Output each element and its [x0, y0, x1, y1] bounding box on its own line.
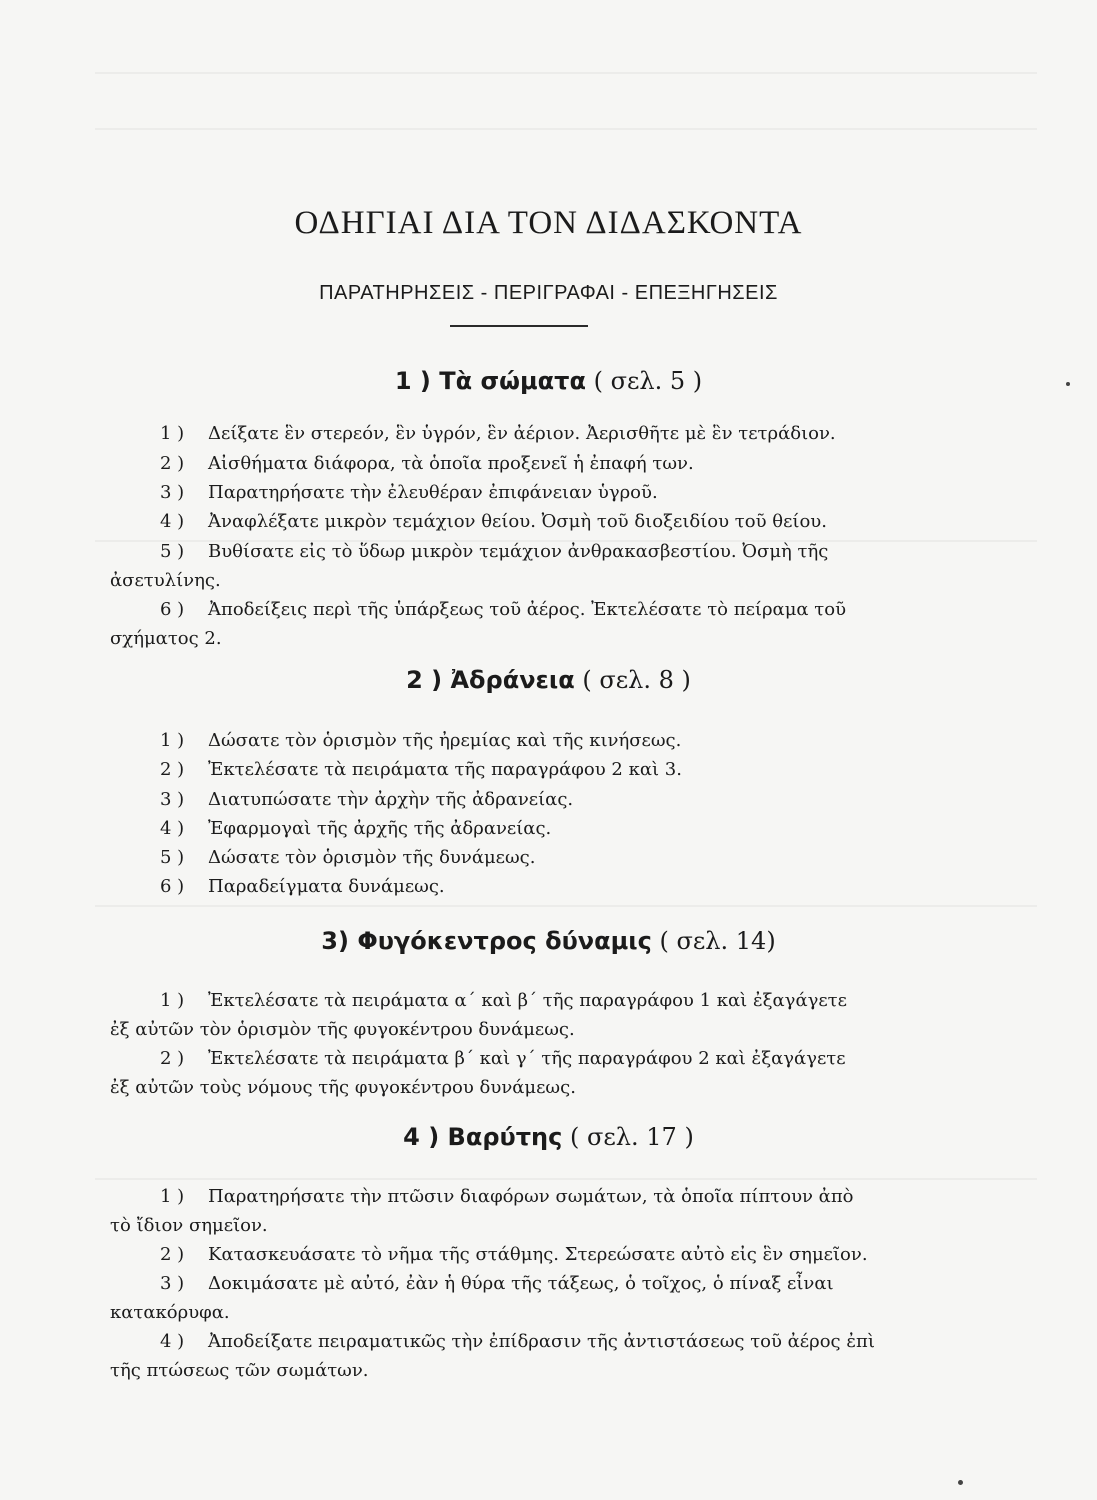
section-title: 1 ) Τὰ σώματα	[394, 367, 586, 395]
page-subtitle: ΠΑΡΑΤΗΡΗΣΕΙΣ - ΠΕΡΙΓΡΑΦΑΙ - ΕΠΕΞΗΓΗΣΕΙΣ	[319, 282, 778, 304]
item-number: 3 )	[160, 789, 185, 810]
bleed-through-line	[95, 128, 1037, 130]
item-number: 3 )	[160, 1273, 185, 1294]
item-number: 1 )	[160, 730, 185, 751]
page-title: ΟΔΗΓΙΑΙ ΔΙΑ ΤΟΝ ΔΙΔΑΣΚΟΝΤΑ	[294, 205, 803, 241]
item-number: 4 )	[160, 511, 185, 532]
list-item	[160, 759, 957, 780]
item-text: Ἀποδείξεις περὶ τῆς ὑπάρξεως τοῦ ἀέρος. Ἐκτελέσατε τὸ πείραμα τοῦ	[208, 599, 847, 620]
item-text: Ἐκτελέσατε τὰ πειράματα β΄ καὶ γ΄ τῆς παραγράφου 2 καὶ ἐξαγάγετε	[208, 1048, 846, 1069]
list-item	[160, 1186, 957, 1207]
item-text: Κατασκευάσατε τὸ νῆμα τῆς στάθμης. Στερεώσατε αὐτὸ εἰς ἓν σημεῖον.	[208, 1244, 868, 1265]
item-text: Αἰσθήματα διάφορα, τὰ ὁποῖα προξενεῖ ἡ ἐπαφή των.	[208, 453, 694, 474]
bleed-through-line	[95, 72, 1037, 74]
item-number: 5 )	[160, 541, 185, 562]
item-text: Δώσατε τὸν ὁρισμὸν τῆς δυνάμεως.	[208, 847, 536, 868]
item-continuation: τὸ ἴδιον σημεῖον.	[110, 1215, 268, 1236]
item-number: 6 )	[160, 876, 185, 897]
item-number: 4 )	[160, 818, 185, 839]
section-page-ref: ( σελ. 17 )	[570, 1123, 694, 1151]
item-continuation: σχήματος 2.	[110, 628, 222, 649]
item-number: 3 )	[160, 482, 185, 503]
title-divider	[450, 325, 588, 327]
print-speck	[1066, 382, 1070, 386]
bleed-through-line	[95, 905, 1037, 907]
section-page-ref: ( σελ. 8 )	[582, 666, 691, 694]
item-continuation: τῆς πτώσεως τῶν σωμάτων.	[110, 1360, 369, 1381]
item-number: 1 )	[160, 423, 185, 444]
section-heading	[0, 666, 1097, 694]
section-page-ref: ( σελ. 5 )	[593, 367, 703, 395]
list-item	[160, 541, 957, 562]
item-text: Ἐκτελέσατε τὰ πειράματα τῆς παραγράφου 2 καὶ 3.	[208, 759, 682, 780]
list-item	[160, 847, 957, 868]
section-heading	[0, 927, 1097, 955]
item-continuation: ἐξ αὐτῶν τοὺς νόμους τῆς φυγοκέντρου δυνάμεως.	[110, 1077, 576, 1098]
item-number: 2 )	[160, 1048, 185, 1069]
list-item	[160, 818, 957, 839]
item-text: Ἀναφλέξατε μικρὸν τεμάχιον θείου. Ὀσμὴ τοῦ διοξειδίου τοῦ θείου.	[208, 511, 827, 532]
list-item	[160, 789, 957, 810]
item-continuation: κατακόρυφα.	[110, 1302, 230, 1323]
section-page-ref: ( σελ. 14)	[659, 927, 776, 955]
list-item	[160, 730, 957, 751]
item-text: Παραδείγματα δυνάμεως.	[208, 876, 445, 897]
list-item	[160, 1244, 957, 1265]
item-text: Παρατηρήσατε τὴν πτῶσιν διαφόρων σωμάτων, τὰ ὁποῖα πίπτουν ἀπὸ	[208, 1186, 854, 1207]
item-number: 1 )	[160, 1186, 185, 1207]
item-text: Ἀποδείξατε πειραματικῶς τὴν ἐπίδρασιν τῆς ἀντιστάσεως τοῦ ἀέρος ἐπὶ	[208, 1331, 875, 1352]
list-item	[160, 453, 957, 474]
list-item	[160, 599, 957, 620]
list-item	[160, 876, 957, 897]
list-item	[160, 990, 957, 1011]
item-number: 1 )	[160, 990, 185, 1011]
section-title: 4 ) Βαρύτης	[403, 1123, 563, 1151]
item-text: Δώσατε τὸν ὁρισμὸν τῆς ἠρεμίας καὶ τῆς κινήσεως.	[208, 730, 682, 751]
item-number: 5 )	[160, 847, 185, 868]
item-number: 2 )	[160, 453, 185, 474]
item-text: Διατυπώσατε τὴν ἀρχὴν τῆς ἀδρανείας.	[208, 789, 574, 810]
section-heading	[0, 367, 1097, 395]
list-item	[160, 1273, 957, 1294]
item-number: 6 )	[160, 599, 185, 620]
item-continuation: ἀσετυλίνης.	[110, 570, 221, 591]
item-text: Βυθίσατε εἰς τὸ ὕδωρ μικρὸν τεμάχιον ἀνθρακασβεστίου. Ὀσμὴ τῆς	[208, 541, 829, 562]
item-number: 2 )	[160, 1244, 185, 1265]
item-continuation: ἐξ αὐτῶν τὸν ὁρισμὸν τῆς φυγοκέντρου δυνάμεως.	[110, 1019, 575, 1040]
item-text: Δείξατε ἓν στερεόν, ἓν ὑγρόν, ἓν ἀέριον. Ἀερισθῆτε μὲ ἓν τετράδιον.	[208, 423, 836, 444]
item-number: 4 )	[160, 1331, 185, 1352]
item-text: Ἐκτελέσατε τὰ πειράματα α΄ καὶ β΄ τῆς παραγράφου 1 καὶ ἐξαγάγετε	[208, 990, 847, 1011]
bleed-through-line	[95, 1178, 1037, 1180]
list-item	[160, 1048, 957, 1069]
item-number: 2 )	[160, 759, 185, 780]
item-text: Παρατηρήσατε τὴν ἐλευθέραν ἐπιφάνειαν ὑγροῦ.	[208, 482, 658, 503]
list-item	[160, 1331, 957, 1352]
print-speck	[958, 1480, 963, 1485]
list-item	[160, 511, 957, 532]
item-text: Ἐφαρμογαὶ τῆς ἀρχῆς τῆς ἀδρανείας.	[208, 818, 552, 839]
item-text: Δοκιμάσατε μὲ αὐτό, ἐὰν ἡ θύρα τῆς τάξεως, ὁ τοῖχος, ὁ πίναξ εἶναι	[208, 1273, 834, 1294]
list-item	[160, 423, 957, 444]
section-title: 2 ) Ἀδράνεια	[406, 666, 575, 694]
section-title: 3) Φυγόκεντρος δύναμις	[321, 927, 652, 955]
list-item	[160, 482, 957, 503]
section-heading	[0, 1123, 1097, 1151]
